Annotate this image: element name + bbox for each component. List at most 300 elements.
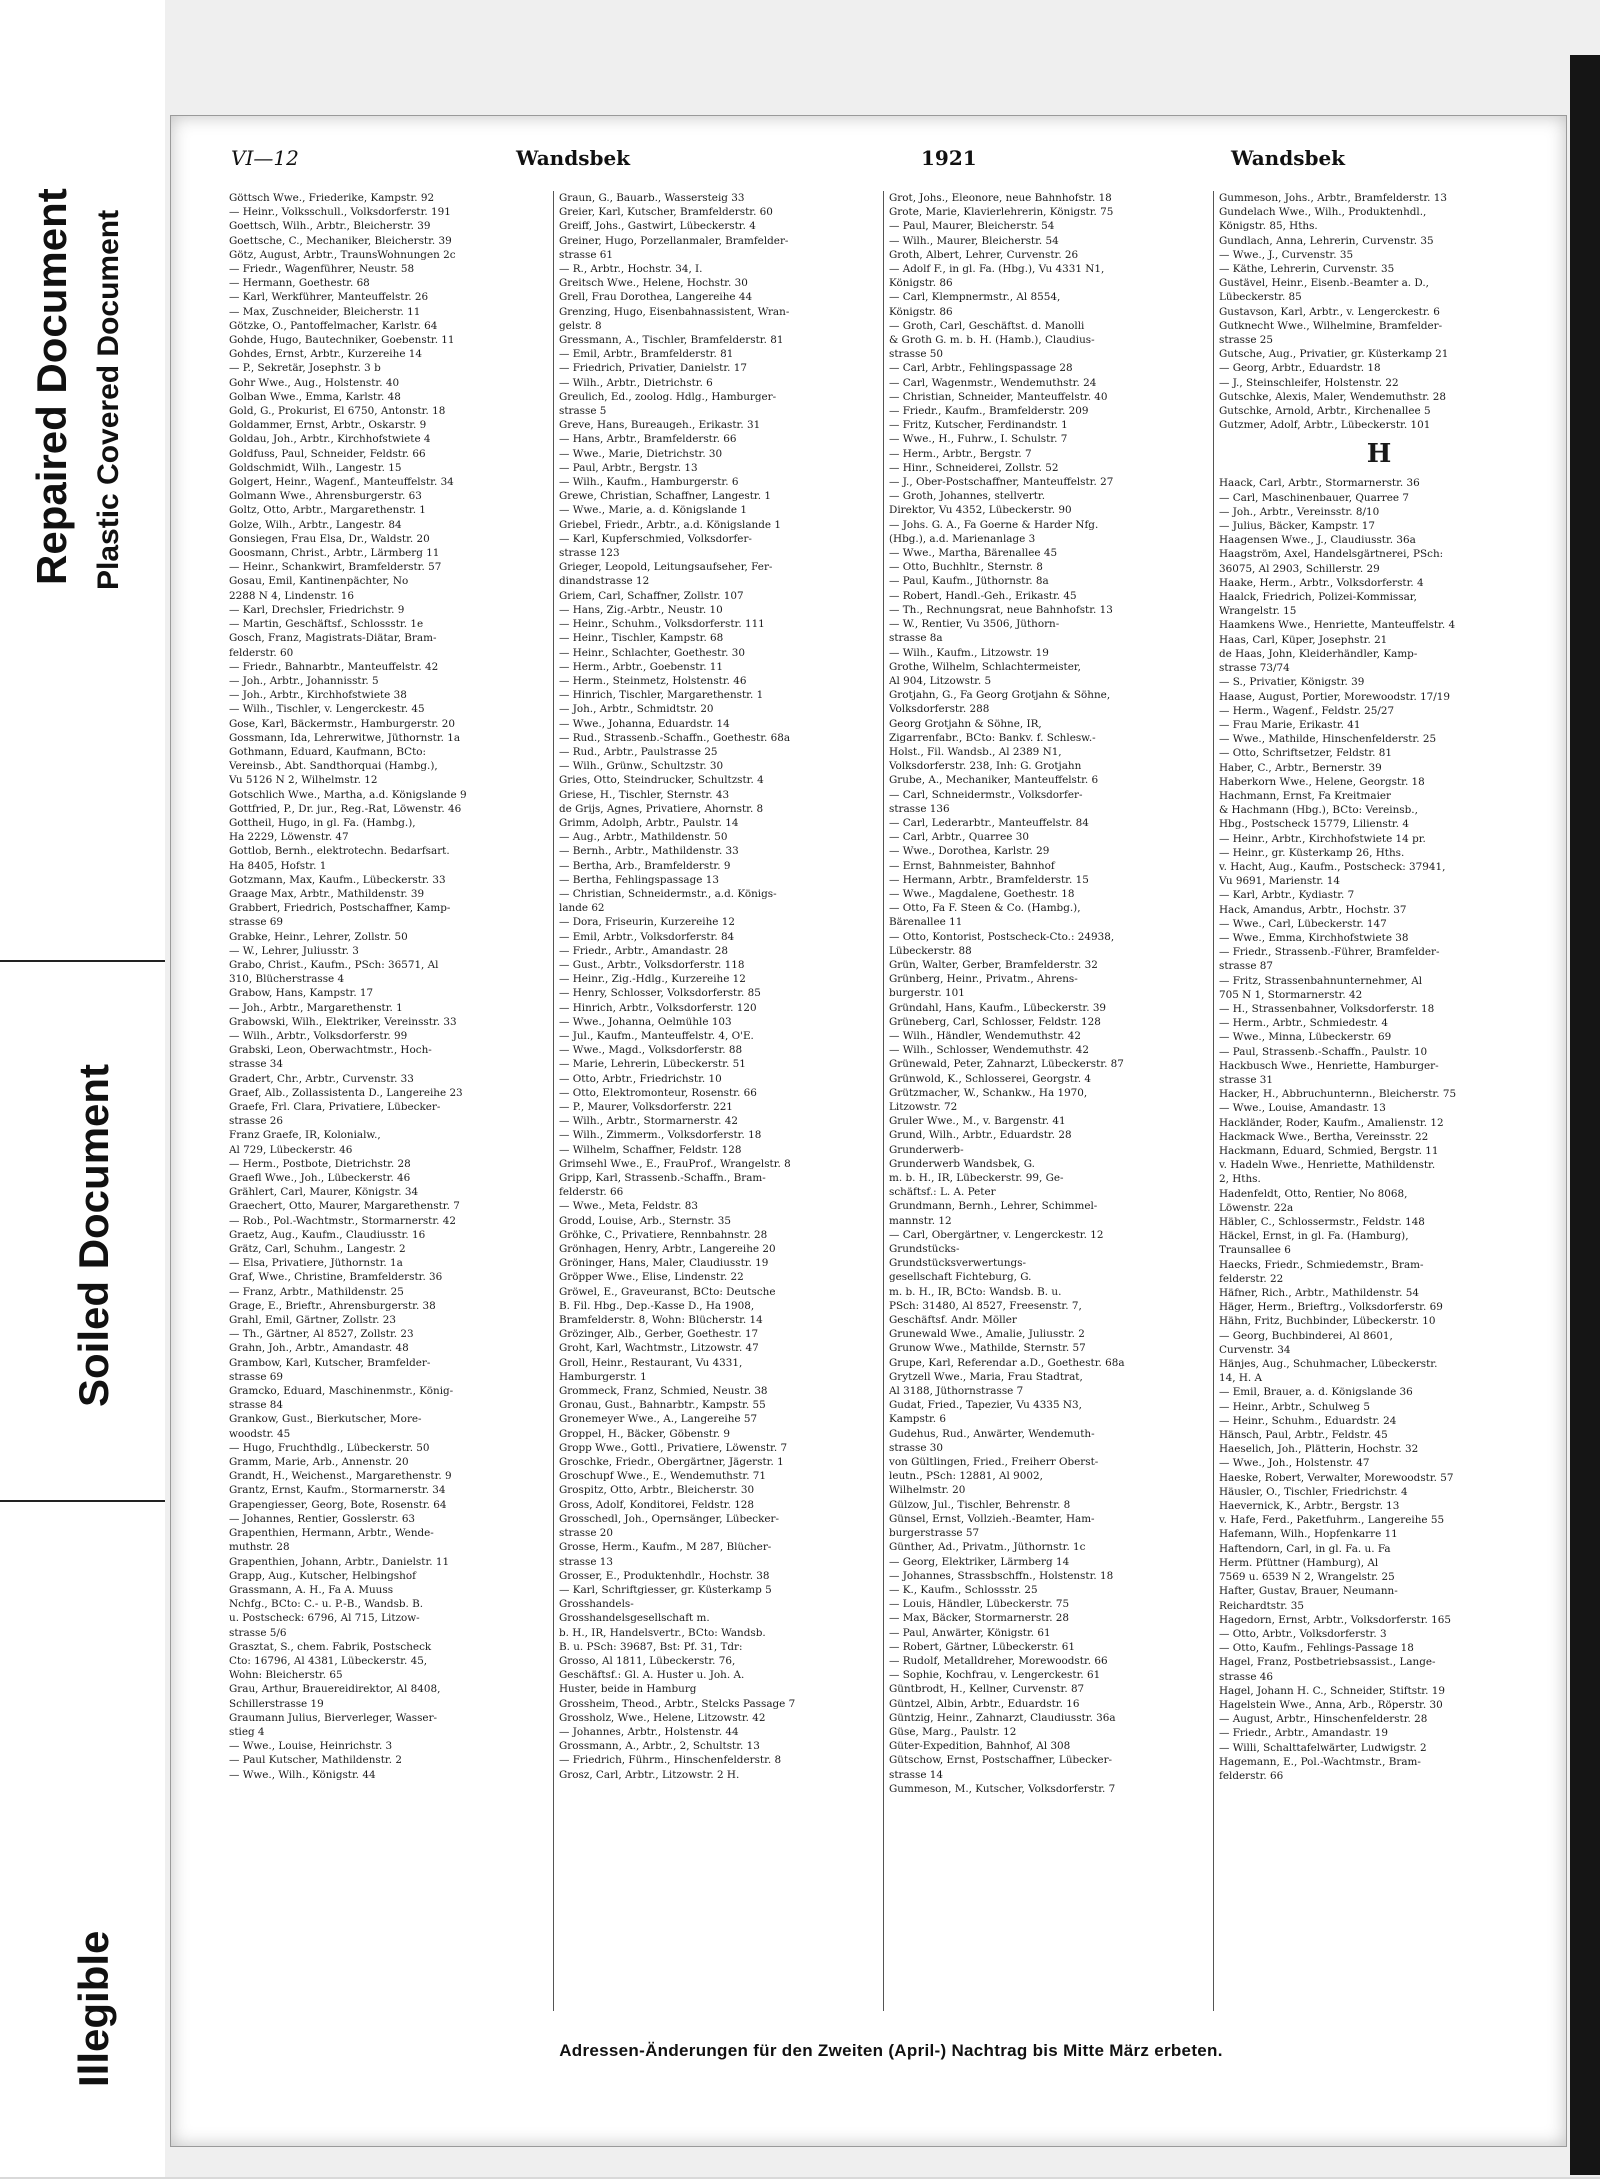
directory-entry-line: Grossholz, Wwe., Helene, Litzowstr. 42 bbox=[559, 1711, 766, 1724]
directory-entry-line: — Hans, Arbtr., Bramfelderstr. 66 bbox=[559, 433, 737, 446]
directory-entry-line: — Rud., Arbtr., Paulstrasse 25 bbox=[559, 745, 718, 758]
directory-entry-line: — Hermann, Arbtr., Bramfelderstr. 15 bbox=[889, 873, 1089, 886]
directory-entry-line: — Georg, Elektriker, Lärmberg 14 bbox=[889, 1555, 1070, 1568]
directory-entry-line: strasse 34 bbox=[229, 1058, 284, 1071]
directory-entry-line: Groth, Albert, Lehrer, Curvenstr. 26 bbox=[889, 248, 1079, 261]
directory-entry-line: — Rud., Strassenb.-Schaffn., Goethestr. 68a bbox=[559, 731, 791, 744]
directory-entry-line: — Frau Marie, Erikastr. 41 bbox=[1219, 718, 1361, 731]
directory-entry-line: Gutsche, Aug., Privatier, gr. Küsterkamp 21 bbox=[1219, 348, 1449, 361]
directory-entry-line: Graage Max, Arbtr., Mathildenstr. 39 bbox=[229, 887, 425, 900]
directory-entry-line: Wohn: Bleicherstr. 65 bbox=[229, 1669, 343, 1682]
directory-entry-line: Grahn, Joh., Arbtr., Amandastr. 48 bbox=[229, 1342, 409, 1355]
directory-entry-line: — K., Kaufm., Schlossstr. 25 bbox=[889, 1583, 1038, 1596]
page-header bbox=[231, 146, 1526, 176]
directory-entry-line: Häger, Herm., Brieftrg., Volksdorferstr. 69 bbox=[1219, 1301, 1443, 1314]
directory-entry-line: strasse 20 bbox=[559, 1527, 614, 1540]
directory-entry-line: — Wwe., Wilh., Königstr. 44 bbox=[229, 1768, 376, 1781]
directory-entry-line: — Hinr., Schneiderei, Zollstr. 52 bbox=[889, 461, 1059, 474]
directory-entry-line: Vereinsb., Abt. Sandthorquai (Hambg.), bbox=[229, 760, 438, 773]
directory-entry-line: — Heinr., Schlachter, Goethestr. 30 bbox=[559, 646, 745, 659]
directory-entry-line: — Wilh., Schlosser, Wendemuthstr. 42 bbox=[889, 1044, 1089, 1057]
directory-entry-line: Grünewald, Peter, Zahnarzt, Lübeckerstr. 87 bbox=[889, 1058, 1124, 1071]
directory-entry-line: — Wwe., Marie, a. d. Königslande 1 bbox=[559, 504, 747, 517]
directory-entry-line: Gothmann, Eduard, Kaufmann, BCto: bbox=[229, 745, 427, 758]
directory-entry-line: — Dora, Friseurin, Kurzereihe 12 bbox=[559, 916, 735, 929]
directory-entry-line: Gosau, Emil, Kantinenpächter, No bbox=[229, 575, 409, 588]
directory-entry-line: 310, Blücherstrasse 4 bbox=[229, 973, 345, 986]
directory-column-1 bbox=[229, 191, 549, 2011]
directory-entry-line: Gross, Adolf, Konditorei, Feldstr. 128 bbox=[559, 1498, 755, 1511]
directory-entry-line: — Carl, Obergärtner, v. Lengerckestr. 12 bbox=[889, 1228, 1104, 1241]
directory-entry-line: — Bertha, Fehlingspassage 13 bbox=[559, 873, 719, 886]
directory-entry-line: — Joh., Arbtr., Margarethenstr. 1 bbox=[229, 1001, 403, 1014]
directory-entry-line: Königstr. 86 bbox=[889, 305, 953, 318]
directory-entry-line: — Emil, Brauer, a. d. Königslande 36 bbox=[1219, 1386, 1413, 1399]
directory-entry-line: Grothe, Wilhelm, Schlachtermeister, bbox=[889, 660, 1081, 673]
directory-entry-line: Grapenthien, Hermann, Arbtr., Wende- bbox=[229, 1527, 434, 1540]
directory-entry-line: Haevernick, K., Arbtr., Bergstr. 13 bbox=[1219, 1500, 1400, 1513]
directory-entry-line: Grözinger, Alb., Gerber, Goethestr. 17 bbox=[559, 1328, 759, 1341]
label-soiled-text: Soiled Document bbox=[70, 1063, 117, 1407]
directory-entry-line: — Otto, Kaufm., Fehlings-Passage 18 bbox=[1219, 1642, 1414, 1655]
directory-entry-line: Huster, beide in Hamburg bbox=[559, 1683, 697, 1696]
directory-entry-line: Grotjahn, G., Fa Georg Grotjahn & Söhne, bbox=[889, 689, 1111, 702]
directory-entry-line: Hänjes, Aug., Schuhmacher, Lübeckerstr. bbox=[1219, 1358, 1438, 1371]
directory-entry-line: Gummeson, Johs., Arbtr., Bramfelderstr. 13 bbox=[1219, 192, 1448, 204]
label-illegible-text: Illegible bbox=[70, 1930, 117, 2087]
directory-entry-line: Grodd, Louise, Arb., Sternstr. 35 bbox=[559, 1214, 731, 1227]
directory-entry-line: — Herm., Wagenf., Feldstr. 25/27 bbox=[1219, 704, 1395, 717]
directory-entry-line: Grimsehl Wwe., E., FrauProf., Wrangelstr. 8 bbox=[559, 1157, 791, 1170]
directory-entry-line: — Marie, Lehrerin, Lübeckerstr. 51 bbox=[559, 1058, 746, 1071]
directory-entry-line: — Heinr., Schuhm., Volksdorferstr. 111 bbox=[559, 618, 765, 631]
directory-entry-line: Hachmann, Ernst, Fa Kreitmaier bbox=[1219, 789, 1392, 802]
directory-entry-line: Haamkens Wwe., Henriette, Manteuffelstr. 4 bbox=[1219, 619, 1456, 632]
directory-entry-line: — Otto, Arbtr., Volksdorferstr. 3 bbox=[1219, 1627, 1387, 1640]
directory-entry-line: Grunderwerb Wandsbek, G. bbox=[889, 1157, 1035, 1170]
directory-entry-line: — Willi, Schalttafelwärter, Ludwigstr. 2 bbox=[1219, 1741, 1427, 1754]
directory-entry-line: Gotschlich Wwe., Martha, a.d. Königslande 9 bbox=[229, 788, 467, 801]
directory-entry-line: Grätz, Carl, Schuhm., Langestr. 2 bbox=[229, 1243, 406, 1256]
directory-entry-line: Haberkorn Wwe., Helene, Georgstr. 18 bbox=[1219, 775, 1425, 788]
directory-entry-line: 2, Hths. bbox=[1219, 1173, 1261, 1186]
directory-entry-line: Gressmann, A., Tischler, Bramfelderstr. 81 bbox=[559, 334, 784, 347]
directory-entry-line: Grosz, Carl, Arbtr., Litzowstr. 2 H. bbox=[559, 1768, 740, 1781]
directory-entry-line: Groppel, H., Bäcker, Göbenstr. 9 bbox=[559, 1427, 730, 1440]
directory-entry-line: Volksdorferstr. 288 bbox=[889, 703, 990, 716]
directory-entry-line: — Rob., Pol.-Wachtmstr., Stormarnerstr. 42 bbox=[229, 1214, 456, 1227]
directory-entry-line: — Joh., Arbtr., Schmidtstr. 20 bbox=[559, 703, 714, 716]
directory-entry-line: Gudehus, Rud., Anwärter, Wendemuth- bbox=[889, 1427, 1095, 1440]
document-condition-labels bbox=[0, 0, 165, 2177]
directory-entry-line: Gröpper Wwe., Elise, Lindenstr. 22 bbox=[559, 1271, 744, 1284]
directory-entry-line: strasse 87 bbox=[1219, 960, 1274, 973]
directory-entry-line: Grytzell Wwe., Maria, Frau Stadtrat, bbox=[889, 1370, 1083, 1383]
directory-entry-line: Graechert, Otto, Maurer, Margarethenstr. 7 bbox=[229, 1200, 460, 1213]
directory-entry-line: Gröninger, Hans, Maler, Claudiusstr. 19 bbox=[559, 1257, 769, 1270]
directory-entry-line: Grunewald Wwe., Amalie, Juliusstr. 2 bbox=[889, 1328, 1085, 1341]
directory-entry-line: (Hbg.), a.d. Marienanlage 3 bbox=[889, 532, 1036, 545]
directory-entry-line: Holst., Fil. Wandsb., Al 2389 N1, bbox=[889, 745, 1062, 758]
directory-entry-line: b. H., IR, Handelsvertr., BCto: Wandsb. bbox=[559, 1626, 766, 1639]
directory-entry-line: Geschäftsf. Andr. Möller bbox=[889, 1314, 1017, 1327]
column-divider bbox=[1213, 191, 1214, 2011]
directory-entry-line: Gries, Otto, Steindrucker, Schultzstr. 4 bbox=[559, 774, 764, 787]
directory-entry-line: B. u. PSch: 39687, Bst: Pf. 31, Tdr: bbox=[559, 1640, 743, 1653]
directory-entry-line: — Ernst, Bahnmeister, Bahnhof bbox=[889, 859, 1055, 872]
directory-entry-line: — P., Maurer, Volksdorferstr. 221 bbox=[559, 1101, 733, 1113]
directory-entry-line: Gundelach Wwe., Wilh., Produktenhdl., bbox=[1219, 206, 1427, 219]
directory-entry-line: — Joh., Arbtr., Kirchhofstwiete 38 bbox=[229, 689, 407, 702]
directory-entry-line: — Max, Zuschneider, Bleicherstr. 11 bbox=[229, 305, 421, 318]
directory-entry-line: stieg 4 bbox=[229, 1725, 265, 1738]
directory-entry-line: Gummeson, M., Kutscher, Volksdorferstr. 7 bbox=[889, 1782, 1116, 1795]
directory-entry-line: Hackmann, Eduard, Schmied, Bergstr. 11 bbox=[1219, 1145, 1439, 1157]
directory-entry-line: strasse 5/6 bbox=[229, 1626, 287, 1639]
directory-entry-line: — Heinr., Schuhm., Eduardstr. 24 bbox=[1219, 1414, 1397, 1427]
header-left-title: Wandsbek bbox=[516, 146, 631, 170]
footer-notice: Adressen-Änderungen für den Zweiten (April-) Nachtrag bis Mitte März erbeten. bbox=[559, 2041, 1223, 2060]
directory-entry-line: Herm. Pfüttner (Hamburg), Al bbox=[1219, 1556, 1379, 1569]
directory-entry-line: Lübeckerstr. 88 bbox=[889, 944, 972, 957]
directory-entry-line: Grunow Wwe., Mathilde, Sternstr. 57 bbox=[889, 1342, 1086, 1355]
directory-entry-line: Al 3188, Jüthornstrasse 7 bbox=[889, 1385, 1024, 1398]
directory-entry-line: Gohr Wwe., Aug., Holstenstr. 40 bbox=[229, 376, 400, 389]
directory-entry-line: — Wilh., Arbtr., Stormarnerstr. 42 bbox=[559, 1115, 738, 1128]
directory-entry-line: Hagel, Franz, Postbetriebsassist., Lange- bbox=[1219, 1656, 1436, 1669]
directory-entry-line: Graetz, Aug., Kaufm., Claudiusstr. 16 bbox=[229, 1228, 426, 1241]
directory-entry-line: Grossheim, Theod., Arbtr., Stelcks Passage 7 bbox=[559, 1697, 796, 1710]
directory-entry-line: — Karl, Kupferschmied, Volksdorfer- bbox=[559, 532, 752, 545]
directory-column-3 bbox=[889, 191, 1209, 2011]
directory-entry-line: Grapp, Aug., Kutscher, Helbingshof bbox=[229, 1569, 416, 1582]
directory-entry-line: — Carl, Wagenmstr., Wendemuthstr. 24 bbox=[889, 376, 1097, 389]
directory-entry-line: strasse 73/74 bbox=[1219, 662, 1290, 675]
directory-entry-line: & Hachmann (Hbg.), BCto: Vereinsb., bbox=[1219, 804, 1418, 817]
directory-entry-line: — Carl, Maschinenbauer, Quarree 7 bbox=[1219, 491, 1409, 504]
directory-entry-line: 2288 N 4, Lindenstr. 16 bbox=[229, 589, 354, 602]
directory-entry-line: Golban Wwe., Emma, Karlstr. 48 bbox=[229, 390, 401, 403]
directory-entry-line: — S., Privatier, Königstr. 39 bbox=[1219, 676, 1365, 689]
directory-entry-line: — R., Arbtr., Hochstr. 34, I. bbox=[559, 263, 703, 276]
directory-entry-line: — Carl, Lederarbtr., Manteuffelstr. 84 bbox=[889, 816, 1089, 829]
directory-entry-line: Gülzow, Jul., Tischler, Behrenstr. 8 bbox=[889, 1498, 1071, 1511]
directory-entry-line: — Wwe., Martha, Bärenallee 45 bbox=[889, 547, 1058, 560]
directory-entry-line: Grot, Johs., Eleonore, neue Bahnhofstr. 18 bbox=[889, 192, 1112, 204]
directory-entry-line: 36075, Al 2903, Schillerstr. 29 bbox=[1219, 562, 1380, 575]
directory-entry-line: — Wilh., Zimmerm., Volksdorferstr. 18 bbox=[559, 1129, 762, 1142]
directory-entry-line: 14, H. A bbox=[1219, 1372, 1262, 1385]
directory-entry-line: — Paul, Maurer, Bleicherstr. 54 bbox=[889, 220, 1055, 233]
directory-entry-line: Grosshandels- bbox=[559, 1598, 634, 1611]
column-divider bbox=[883, 191, 884, 2011]
directory-entry-line: Gronemeyer Wwe., A., Langereihe 57 bbox=[559, 1413, 758, 1426]
directory-entry-line: Graun, G., Bauarb., Wassersteig 33 bbox=[559, 192, 745, 204]
directory-entry-line: Graefe, Frl. Clara, Privatiere, Lübecker- bbox=[229, 1101, 441, 1113]
directory-entry-line: PSch: 31480, Al 8527, Freesenstr. 7, bbox=[889, 1299, 1082, 1312]
directory-entry-line: Hackmack Wwe., Bertha, Vereinsstr. 22 bbox=[1219, 1130, 1429, 1143]
directory-entry-line: Grospitz, Otto, Arbtr., Bleicherstr. 30 bbox=[559, 1484, 755, 1497]
directory-entry-line: Haecks, Friedr., Schmiedemstr., Bram- bbox=[1219, 1258, 1424, 1271]
directory-entry-line: Grupe, Karl, Referendar a.D., Goethestr. 68a bbox=[889, 1356, 1125, 1369]
directory-entry-line: — Joh., Arbtr., Johannisstr. 5 bbox=[229, 674, 379, 687]
directory-entry-line: Bramfelderstr. 8, Wohn: Blücherstr. 14 bbox=[559, 1314, 763, 1327]
directory-entry-line: Zigarrenfabr., BCto: Bankv. f. Schlesw.- bbox=[889, 731, 1096, 744]
directory-entry-line: Grützmacher, W., Schankw., Ha 1970, bbox=[889, 1086, 1088, 1099]
directory-entry-line: Schillerstrasse 19 bbox=[229, 1697, 324, 1710]
directory-entry-line: Grundstücks- bbox=[889, 1243, 960, 1256]
directory-entry-line: — Herm., Arbtr., Bergstr. 7 bbox=[889, 447, 1032, 460]
directory-entry-line: Greitsch Wwe., Helene, Hochstr. 30 bbox=[559, 277, 748, 290]
directory-entry-line: Al 729, Lübeckerstr. 46 bbox=[229, 1143, 353, 1156]
directory-entry-line: — Friedrich, Führm., Hinschenfelderstr. 8 bbox=[559, 1754, 782, 1767]
directory-entry-line: — Heinr., Volksschull., Volksdorferstr. 191 bbox=[229, 206, 451, 219]
directory-entry-line: strasse 123 bbox=[559, 547, 620, 560]
directory-entry-line: Hagelstein Wwe., Anna, Arb., Röperstr. 30 bbox=[1219, 1698, 1443, 1711]
directory-entry-line: — Hermann, Goethestr. 68 bbox=[229, 277, 370, 290]
column-divider bbox=[553, 191, 554, 2011]
directory-entry-line: — Carl, Arbtr., Quarree 30 bbox=[889, 831, 1029, 844]
directory-entry-line: — Wilh., Händler, Wendemuthstr. 42 bbox=[889, 1029, 1081, 1042]
directory-entry-line: Königstr. 85, Hths. bbox=[1219, 220, 1318, 233]
directory-entry-line: Gramcko, Eduard, Maschinenmstr., König- bbox=[229, 1385, 454, 1398]
directory-entry-line: Gutknecht Wwe., Wilhelmine, Bramfelder- bbox=[1219, 319, 1443, 332]
directory-entry-line: strasse 26 bbox=[229, 1115, 284, 1128]
directory-entry-line: — Wilhelm, Schaffner, Feldstr. 128 bbox=[559, 1143, 742, 1156]
directory-entry-line: Grieger, Leopold, Leitungsaufseher, Fer- bbox=[559, 561, 773, 574]
directory-entry-line: — Christian, Schneider, Manteuffelstr. 40 bbox=[889, 390, 1108, 403]
directory-entry-line: Griebel, Friedr., Arbtr., a.d. Königslande 1 bbox=[559, 518, 781, 531]
directory-entry-line: — Wilh., Arbtr., Volksdorferstr. 99 bbox=[229, 1029, 408, 1042]
directory-entry-line: Nchfg., BCto: C.- u. P.-B., Wandsb. B. bbox=[229, 1598, 424, 1611]
directory-entry-line: Güntzel, Albin, Arbtr., Eduardstr. 16 bbox=[889, 1697, 1080, 1710]
directory-entry-line: Griese, H., Tischler, Sternstr. 43 bbox=[559, 788, 730, 801]
directory-entry-line: — Otto, Arbtr., Friedrichstr. 10 bbox=[559, 1072, 722, 1085]
directory-entry-line: Greier, Karl, Kutscher, Bramfelderstr. 60 bbox=[559, 206, 773, 219]
directory-entry-line: — Otto, Fa F. Steen & Co. (Hambg.), bbox=[889, 902, 1081, 915]
directory-entry-line: — Hans, Zig.-Arbtr., Neustr. 10 bbox=[559, 603, 723, 616]
directory-entry-line: — Paul, Anwärter, Königstr. 61 bbox=[889, 1626, 1051, 1639]
directory-column-2 bbox=[559, 191, 879, 2011]
directory-entry-line: — Otto, Kontorist, Postscheck-Cto.: 24938, bbox=[889, 930, 1115, 943]
directory-entry-line: Grage, E., Brieftr., Ahrensburgerstr. 38 bbox=[229, 1299, 436, 1312]
directory-entry-line: — Gust., Arbtr., Volksdorferstr. 118 bbox=[559, 958, 745, 971]
directory-entry-line: Grosschedl, Joh., Opernsänger, Lübecker- bbox=[559, 1512, 780, 1525]
directory-entry-line: Grabski, Leon, Oberwachtmstr., Hoch- bbox=[229, 1044, 432, 1057]
section-letter-heading: H bbox=[1366, 439, 1392, 470]
directory-entry-line: — Wwe., Carl, Lübeckerstr. 147 bbox=[1219, 917, 1387, 930]
directory-entry-line: — Wwe., Joh., Holstenstr. 47 bbox=[1219, 1457, 1370, 1470]
directory-entry-line: — Heinr., Arbtr., Schulweg 5 bbox=[1219, 1400, 1370, 1413]
directory-entry-line: Direktor, Vu 4352, Lübeckerstr. 90 bbox=[889, 504, 1072, 517]
directory-entry-line: Hack, Amandus, Arbtr., Hochstr. 37 bbox=[1219, 903, 1407, 916]
directory-entry-line: Grosso, Al 1811, Lübeckerstr. 76, bbox=[559, 1654, 736, 1667]
directory-entry-line: Grankow, Gust., Bierkutscher, More- bbox=[229, 1413, 422, 1426]
directory-entry-line: Grünwold, K., Schlosserei, Georgstr. 4 bbox=[889, 1072, 1091, 1085]
directory-entry-line: — Wwe., J., Curvenstr. 35 bbox=[1219, 248, 1354, 261]
directory-entry-line: — Th., Rechnungsrat, neue Bahnhofstr. 13 bbox=[889, 603, 1113, 616]
directory-entry-line: Grüneberg, Carl, Schlosser, Feldstr. 128 bbox=[889, 1015, 1101, 1028]
label-repaired-text: Repaired Document bbox=[28, 188, 75, 585]
directory-entry-line: Grahl, Emil, Gärtner, Zollstr. 23 bbox=[229, 1314, 396, 1327]
directory-entry-line: Goltz, Otto, Arbtr., Margarethenstr. 1 bbox=[229, 504, 426, 517]
directory-entry-line: Grosser, E., Produktenhdlr., Hochstr. 38 bbox=[559, 1569, 770, 1582]
directory-entry-line: Güntbrodt, H., Kellner, Curvenstr. 87 bbox=[889, 1683, 1085, 1696]
directory-entry-line: — Paul, Arbtr., Bergstr. 13 bbox=[559, 461, 698, 474]
directory-entry-line: Gudat, Fried., Tapezier, Vu 4335 N3, bbox=[889, 1399, 1082, 1412]
directory-entry-line: Haas, Carl, Küper, Josephstr. 21 bbox=[1219, 633, 1388, 646]
directory-entry-line: Gutschke, Alexis, Maler, Wendemuthstr. 28 bbox=[1219, 390, 1446, 403]
directory-entry-line: — Heinr., gr. Küsterkamp 26, Hths. bbox=[1219, 846, 1405, 859]
scanned-page bbox=[165, 0, 1600, 2177]
directory-entry-line: Häfner, Rich., Arbtr., Mathildenstr. 54 bbox=[1219, 1287, 1419, 1300]
directory-entry-line: — Franz, Arbtr., Mathildenstr. 25 bbox=[229, 1285, 404, 1298]
directory-entry-line: Goldammer, Ernst, Arbtr., Oskarstr. 9 bbox=[229, 419, 427, 432]
directory-entry-line: — Friedr., Arbtr., Amandastr. 19 bbox=[1219, 1727, 1389, 1740]
directory-entry-line: Bärenallee 11 bbox=[889, 916, 963, 929]
directory-entry-line: Gottheil, Hugo, in gl. Fa. (Hambg.), bbox=[229, 816, 416, 829]
directory-entry-line: woodstr. 45 bbox=[229, 1427, 291, 1440]
directory-entry-line: — Karl, Drechsler, Friedrichstr. 9 bbox=[229, 603, 405, 616]
directory-entry-line: Haftendorn, Carl, in gl. Fa. u. Fa bbox=[1219, 1542, 1391, 1555]
directory-entry-line: Greiner, Hugo, Porzellanmaler, Bramfelder- bbox=[559, 234, 789, 247]
directory-entry-line: de Grijs, Agnes, Privatiere, Ahornstr. 8 bbox=[559, 802, 764, 815]
directory-entry-line: Gröhke, C., Privatiere, Rennbahnstr. 28 bbox=[559, 1228, 768, 1241]
directory-entry-line: Gramm, Marie, Arb., Annenstr. 20 bbox=[229, 1456, 409, 1469]
directory-entry-line: — Karl, Arbtr., Kydiastr. 7 bbox=[1219, 889, 1355, 902]
directory-entry-line: — H., Strassenbahner, Volksdorferstr. 18 bbox=[1219, 1002, 1435, 1015]
directory-entry-line: — Herm., Steinmetz, Holstenstr. 46 bbox=[559, 674, 747, 687]
label-soiled-document bbox=[0, 960, 165, 1502]
directory-entry-line: — Friedr., Wagenführer, Neustr. 58 bbox=[229, 263, 415, 276]
directory-entry-line: Grossmann, A., Arbtr., 2, Schultstr. 13 bbox=[559, 1740, 760, 1753]
directory-entry-line: Grundstücksverwertungs- bbox=[889, 1257, 1027, 1270]
directory-entry-line: Golgert, Heinr., Wagenf., Manteuffelstr. 34 bbox=[229, 476, 454, 489]
directory-entry-line: Hafemann, Wilh., Hopfenkarre 11 bbox=[1219, 1528, 1398, 1541]
directory-entry-line: Gottlob, Bernh., elektrotechn. Bedarfsart. bbox=[229, 845, 450, 858]
directory-entry-line: — Paul, Kaufm., Jüthornstr. 8a bbox=[889, 575, 1049, 588]
directory-entry-line: Grewe, Christian, Schaffner, Langestr. 1 bbox=[559, 490, 771, 503]
directory-entry-line: & Groth G. m. b. H. (Hamb.), Claudius- bbox=[889, 334, 1095, 347]
directory-entry-line: — Otto, Elektromonteur, Rosenstr. 66 bbox=[559, 1086, 757, 1099]
directory-entry-line: Grabbert, Friedrich, Postschaffner, Kamp- bbox=[229, 902, 451, 915]
directory-entry-line: muthstr. 28 bbox=[229, 1541, 290, 1554]
directory-entry-line: — Heinr., Zig.-Hdlg., Kurzereihe 12 bbox=[559, 973, 746, 986]
directory-entry-line: burgerstr. 101 bbox=[889, 987, 965, 1000]
directory-entry-line: Häckel, Ernst, in gl. Fa. (Hamburg), bbox=[1219, 1230, 1409, 1243]
directory-entry-line: — Otto, Schriftsetzer, Feldstr. 81 bbox=[1219, 747, 1393, 760]
directory-entry-line: Löwenstr. 22a bbox=[1219, 1201, 1294, 1214]
directory-entry-line: Gottfried, P., Dr. jur., Reg.-Rat, Löwenstr. 46 bbox=[229, 802, 462, 815]
directory-entry-line: Gohdes, Ernst, Arbtr., Kurzereihe 14 bbox=[229, 348, 422, 361]
directory-entry-line: — Wilh., Kaufm., Litzowstr. 19 bbox=[889, 646, 1049, 659]
directory-entry-line: — Otto, Buchhltr., Sternstr. 8 bbox=[889, 561, 1043, 574]
directory-entry-line: strasse 61 bbox=[559, 248, 614, 261]
directory-entry-line: — Wilh., Kaufm., Hamburgerstr. 6 bbox=[559, 476, 739, 489]
directory-entry-line: — Jul., Kaufm., Manteuffelstr. 4, O'E. bbox=[559, 1029, 754, 1042]
directory-entry-line: Hbg., Postscheck 15779, Lilienstr. 4 bbox=[1219, 818, 1409, 831]
directory-entry-line: — Herm., Arbtr., Goebenstr. 11 bbox=[559, 660, 724, 673]
directory-entry-line: v. Hafe, Ferd., Paketfuhrm., Langereihe 55 bbox=[1219, 1514, 1445, 1527]
directory-entry-line: Gütschow, Ernst, Postschaffner, Lübecker- bbox=[889, 1754, 1113, 1767]
directory-entry-line: dinandstrasse 12 bbox=[559, 575, 650, 588]
directory-entry-line: Groll, Heinr., Restaurant, Vu 4331, bbox=[559, 1356, 743, 1369]
directory-entry-line: — Rudolf, Metalldreher, Morewoodstr. 66 bbox=[889, 1654, 1108, 1667]
directory-entry-line: Greulich, Ed., zoolog. Hdlg., Hamburger- bbox=[559, 390, 777, 403]
directory-entry-line: strasse 25 bbox=[1219, 334, 1274, 347]
directory-entry-line: Haack, Carl, Arbtr., Stormarnerstr. 36 bbox=[1219, 477, 1420, 490]
directory-entry-line: Litzowstr. 72 bbox=[889, 1101, 958, 1113]
directory-entry-line: Grunderwerb- bbox=[889, 1143, 964, 1156]
directory-entry-line: Grasztat, S., chem. Fabrik, Postscheck bbox=[229, 1640, 432, 1653]
directory-entry-line: strasse 30 bbox=[889, 1441, 944, 1454]
directory-entry-line: felderstr. 66 bbox=[559, 1186, 624, 1199]
directory-entry-line: Haeske, Robert, Verwalter, Morewoodstr. 57 bbox=[1219, 1471, 1454, 1484]
directory-entry-line: Grund, Wilh., Arbtr., Eduardstr. 28 bbox=[889, 1129, 1072, 1142]
directory-entry-line: strasse 50 bbox=[889, 348, 944, 361]
directory-entry-line: — Joh., Arbtr., Vereinsstr. 8/10 bbox=[1219, 505, 1380, 518]
directory-entry-line: Gründahl, Hans, Kaufm., Lübeckerstr. 39 bbox=[889, 1001, 1107, 1014]
directory-entry-line: — Heinr., Arbtr., Kirchhofstwiete 14 pr. bbox=[1219, 832, 1426, 845]
directory-entry-line: Grün, Walter, Gerber, Bramfelderstr. 32 bbox=[889, 958, 1098, 971]
directory-entry-line: — Karl, Werkführer, Manteuffelstr. 26 bbox=[229, 291, 429, 304]
directory-entry-line: Grube, A., Mechaniker, Manteuffelstr. 6 bbox=[889, 774, 1099, 787]
directory-entry-line: v. Hadeln Wwe., Henriette, Mathildenstr. bbox=[1219, 1159, 1436, 1172]
directory-entry-line: Grählert, Carl, Maurer, Königstr. 34 bbox=[229, 1186, 419, 1199]
page-reference: VI—12 bbox=[231, 146, 299, 170]
directory-entry-line: — Emil, Arbtr., Volksdorferstr. 84 bbox=[559, 930, 735, 943]
directory-entry-line: — Wilh., Tischler, v. Lengerckestr. 45 bbox=[229, 703, 425, 716]
directory-entry-line: — Carl, Schneidermstr., Volksdorfer- bbox=[889, 788, 1083, 801]
directory-entry-line: m. b. H., IR, BCto: Wandsb. B. u. bbox=[889, 1285, 1062, 1298]
directory-entry-line: Vu 5126 N 2, Wilhelmstr. 12 bbox=[229, 774, 378, 787]
directory-entry-line: — Elsa, Privatiere, Jüthornstr. 1a bbox=[229, 1257, 403, 1270]
directory-entry-line: strasse 5 bbox=[559, 405, 607, 418]
directory-entry-line: burgerstrasse 57 bbox=[889, 1527, 980, 1540]
directory-entry-line: Günsel, Ernst, Vollzieh.-Beamter, Ham- bbox=[889, 1512, 1095, 1525]
directory-entry-line: Graef, Alb., Zollassistenta D., Langereihe 23 bbox=[229, 1086, 463, 1099]
directory-entry-line: Geschäftsf.: Gl. A. Huster u. Joh. A. bbox=[559, 1669, 745, 1682]
directory-entry-line: Götz, August, Arbtr., TraunsWohnungen 2c bbox=[229, 248, 456, 261]
directory-entry-line: — Johannes, Arbtr., Holstenstr. 44 bbox=[559, 1725, 739, 1738]
directory-entry-line: Güse, Marg., Paulstr. 12 bbox=[889, 1725, 1017, 1738]
directory-entry-line: Georg Grotjahn & Söhne, IR, bbox=[889, 717, 1042, 730]
directory-entry-line: — Wilh., Arbtr., Dietrichstr. 6 bbox=[559, 376, 713, 389]
directory-entry-line: Grenzing, Hugo, Eisenbahnassistent, Wran- bbox=[559, 305, 790, 318]
directory-entry-line: Haagensen Wwe., J., Claudiusstr. 36a bbox=[1219, 534, 1416, 547]
directory-entry-line: Grönhagen, Henry, Arbtr., Langereihe 20 bbox=[559, 1243, 776, 1256]
directory-entry-line: — Paul Kutscher, Mathildenstr. 2 bbox=[229, 1754, 402, 1767]
directory-entry-line: — Wwe., Mathilde, Hinschenfelderstr. 25 bbox=[1219, 733, 1437, 746]
directory-entry-line: Grundmann, Bernh., Lehrer, Schimmel- bbox=[889, 1200, 1098, 1213]
directory-entry-line: Vu 9691, Marienstr. 14 bbox=[1219, 875, 1341, 888]
directory-entry-line: Hagel, Johann H. C., Schneider, Stiftstr. 19 bbox=[1219, 1684, 1445, 1697]
directory-entry-line: — Wilh., Maurer, Bleicherstr. 54 bbox=[889, 234, 1059, 247]
directory-entry-line: Gose, Karl, Bäckermstr., Hamburgerstr. 20 bbox=[229, 717, 455, 730]
directory-entry-line: strasse 13 bbox=[559, 1555, 614, 1568]
directory-entry-line: Reichardtstr. 35 bbox=[1219, 1599, 1304, 1612]
directory-entry-line: Gradert, Chr., Arbtr., Curvenstr. 33 bbox=[229, 1072, 414, 1085]
directory-entry-line: Hadenfeldt, Otto, Rentier, No 8068, bbox=[1219, 1187, 1408, 1200]
directory-entry-line: Gutzmer, Adolf, Arbtr., Lübeckerstr. 101 bbox=[1219, 419, 1431, 432]
directory-entry-line: Wrangelstr. 15 bbox=[1219, 605, 1297, 618]
directory-entry-line: — Wwe., Marie, Dietrichstr. 30 bbox=[559, 447, 723, 460]
directory-entry-line: Gossmann, Ida, Lehrerwitwe, Jüthornstr. 1a bbox=[229, 731, 461, 744]
directory-entry-line: Hackländer, Roder, Kaufm., Amalienstr. 12 bbox=[1219, 1116, 1444, 1129]
directory-entry-line: — Paul, Strassenb.-Schaffn., Paulstr. 10 bbox=[1219, 1045, 1428, 1058]
directory-entry-line: Goettsch, Wilh., Arbtr., Bleicherstr. 39 bbox=[229, 220, 431, 233]
directory-entry-line: B. Fil. Hbg., Dep.-Kasse D., Ha 1908, bbox=[559, 1299, 755, 1312]
